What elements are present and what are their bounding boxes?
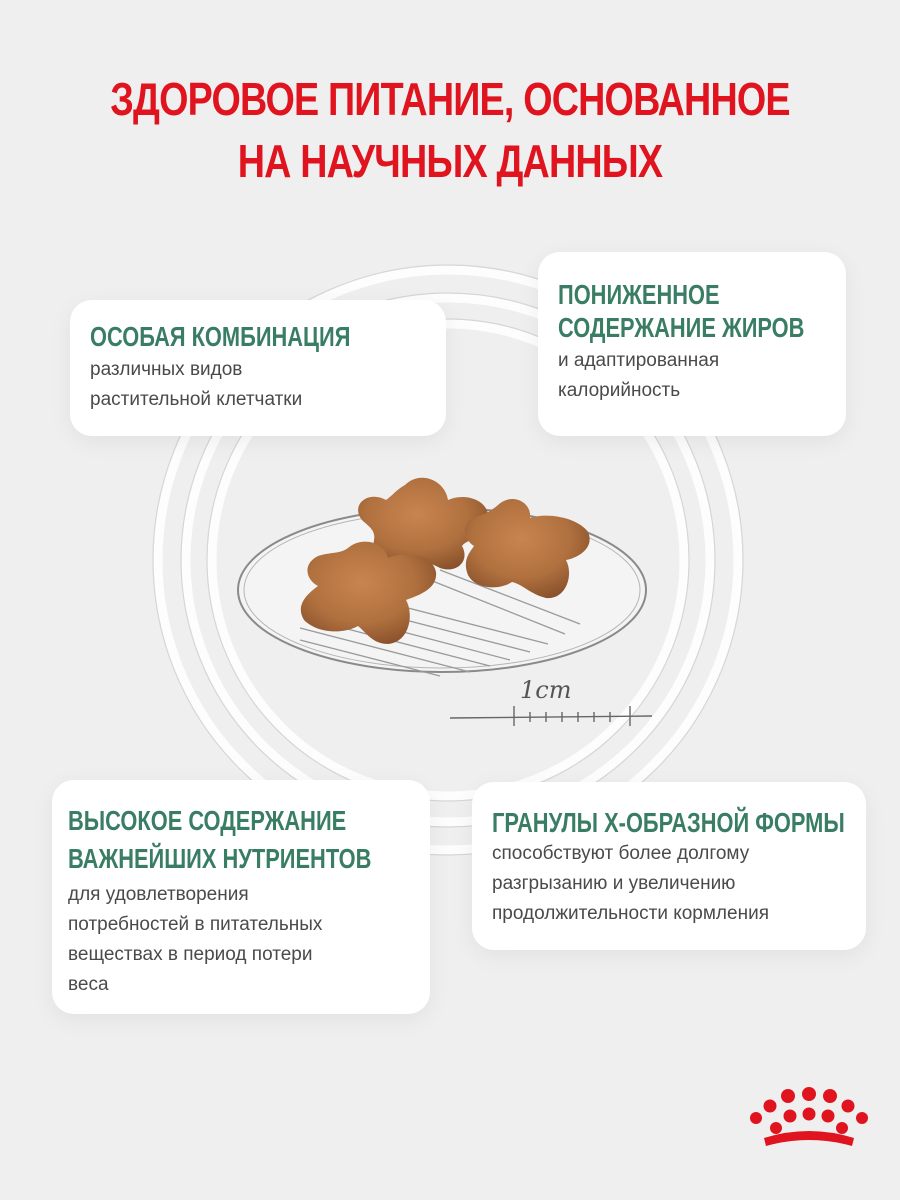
card-body xyxy=(68,880,414,1000)
card-heading-line: СОДЕРЖАНИЕ ЖИРОВ xyxy=(558,312,805,343)
card-body-line: растительной клетчатки xyxy=(90,389,303,410)
scale-ruler xyxy=(450,706,652,726)
card-body-line: и адаптированная xyxy=(558,350,720,371)
card-body-line: потребностей в питательных xyxy=(68,914,323,935)
card-heading-line: ВАЖНЕЙШИХ НУТРИЕНТОВ xyxy=(68,843,372,874)
crown-logo-icon xyxy=(748,1086,870,1156)
card-body-line: продолжительности кормления xyxy=(492,903,769,924)
card-heading-line: ОСОБАЯ КОМБИНАЦИЯ xyxy=(90,321,351,352)
card-body xyxy=(492,839,846,929)
card-heading-line: ГРАНУЛЫ Х-ОБРАЗНОЙ ФОРМЫ xyxy=(492,807,845,838)
page-title-line-2: НА НАУЧНЫХ ДАННЫХ xyxy=(237,135,663,187)
card-body-line: веществах в период потери xyxy=(68,944,313,965)
card-body-line: способствуют более долгому xyxy=(492,843,750,864)
card-body xyxy=(558,346,826,406)
card-heading-line: ПОНИЖЕННОЕ xyxy=(558,279,720,310)
card-heading xyxy=(558,278,805,344)
page-title-line-1: ЗДОРОВОЕ ПИТАНИЕ, ОСНОВАННОЕ xyxy=(110,73,790,125)
card-heading xyxy=(68,802,372,878)
feature-card-nutrients xyxy=(52,780,430,1014)
feature-card-kibble-shape xyxy=(472,782,866,950)
scale-label: 1cm xyxy=(520,676,572,704)
feature-card-fiber xyxy=(70,300,446,436)
card-body-line: веса xyxy=(68,974,109,995)
card-heading-line: ВЫСОКОЕ СОДЕРЖАНИЕ xyxy=(68,805,347,836)
card-body-line: для удовлетворения xyxy=(68,884,249,905)
card-body-line: калорийность xyxy=(558,380,681,401)
feature-card-low-fat xyxy=(538,252,846,436)
card-body-line: разгрызанию и увеличению xyxy=(492,873,736,894)
card-heading xyxy=(492,806,845,839)
card-heading xyxy=(90,320,352,353)
card-body xyxy=(90,355,426,415)
card-body-line: различных видов xyxy=(90,359,243,380)
